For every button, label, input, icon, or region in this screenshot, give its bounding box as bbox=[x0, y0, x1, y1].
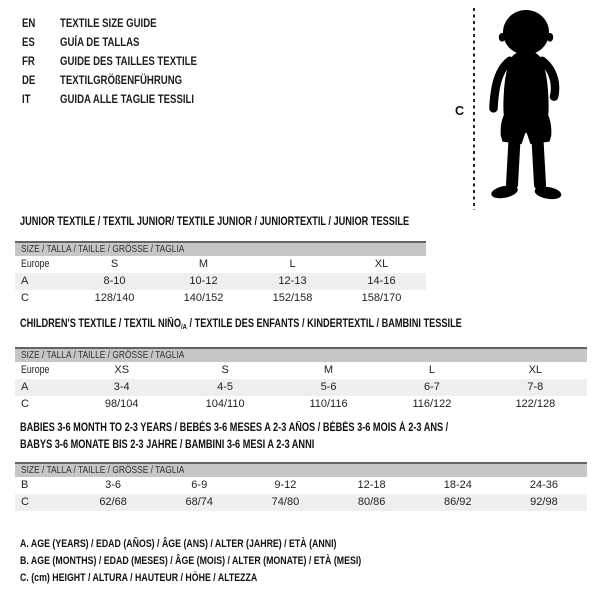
table-cell: 24-36 bbox=[529, 479, 559, 491]
language-guide-title: GUIDE DES TAILLES TEXTILE bbox=[60, 53, 197, 68]
table-cell: 98/104 bbox=[104, 398, 139, 410]
size-header-bar bbox=[15, 462, 587, 477]
table-row-c bbox=[15, 290, 426, 307]
language-guide-title: GUÍA DE TALLAS bbox=[60, 34, 140, 49]
footnote-a-text: A. AGE (YEARS) / EDAD (AÑOS) / ÂGE (ANS) / ALTER (JAHRE) / ETÀ (ANNI) bbox=[20, 538, 337, 550]
size-column-header: XS bbox=[114, 364, 130, 376]
size-column-header: XL bbox=[374, 258, 389, 270]
table-cell: 110/116 bbox=[309, 398, 348, 410]
table-header-row bbox=[15, 256, 426, 273]
size-header-bar bbox=[15, 347, 587, 362]
table-cell: 14-16 bbox=[367, 275, 396, 287]
row-label: A bbox=[21, 381, 29, 393]
table-cell: 8-10 bbox=[103, 275, 126, 287]
language-guide-title: TEXTILE SIZE GUIDE bbox=[60, 15, 157, 30]
row-label: C bbox=[21, 496, 29, 508]
babies-title-line2 bbox=[20, 437, 555, 454]
size-header-text: SIZE / TALLA / TAILLE / GRÖSSE / TAGLIA bbox=[21, 243, 185, 255]
height-measure-label: C bbox=[455, 104, 465, 118]
table-cell: 3-6 bbox=[105, 479, 122, 491]
footnote-c bbox=[20, 570, 447, 587]
babies-table-title bbox=[20, 420, 555, 454]
toddler-silhouette-icon bbox=[481, 8, 573, 208]
junior-table-title-text: JUNIOR TEXTILE / TEXTIL JUNIOR/ TEXTILE JUNIOR / JUNIORTEXTIL / JUNIOR TESSILE bbox=[20, 216, 410, 228]
footnote-b bbox=[20, 553, 447, 570]
junior-table-title bbox=[20, 214, 506, 231]
table-cell: 6-9 bbox=[191, 479, 208, 491]
height-measure-dashed-line bbox=[473, 8, 475, 210]
footnotes bbox=[20, 536, 447, 586]
table-row-b bbox=[15, 477, 587, 494]
table-cell: 68/74 bbox=[185, 496, 214, 508]
children-size-table bbox=[15, 347, 587, 413]
table-cell: 122/128 bbox=[515, 398, 556, 410]
table-cell: 128/140 bbox=[94, 292, 135, 304]
language-list bbox=[22, 13, 231, 108]
language-row-de bbox=[22, 70, 231, 89]
language-guide-title: GUIDA ALLE TAGLIE TESSILI bbox=[60, 91, 195, 106]
language-code: IT bbox=[22, 91, 31, 106]
region-label-cell bbox=[15, 256, 70, 273]
size-column-header: L bbox=[289, 258, 296, 270]
row-label: C bbox=[21, 398, 29, 410]
size-column-header: S bbox=[110, 258, 119, 270]
table-cell: 12-18 bbox=[357, 479, 386, 491]
table-cell: 7-8 bbox=[527, 381, 544, 393]
language-row-en bbox=[22, 13, 231, 32]
row-label: B bbox=[21, 479, 29, 491]
babies-title-line1 bbox=[20, 420, 555, 437]
table-cell: 158/170 bbox=[361, 292, 402, 304]
table-cell: 92/98 bbox=[530, 496, 558, 508]
size-header-text: SIZE / TALLA / TAILLE / GRÖSSE / TAGLIA bbox=[21, 349, 185, 361]
title-post: / TEXTILE DES ENFANTS / KINDERTEXTIL / BAMBINI TESSILE bbox=[186, 318, 462, 330]
region-label-cell bbox=[15, 362, 70, 379]
language-code: ES bbox=[22, 34, 35, 49]
table-cell: 74/80 bbox=[271, 496, 300, 508]
table-row-a bbox=[15, 273, 426, 290]
language-code: DE bbox=[22, 72, 36, 87]
table-cell: 3-4 bbox=[113, 381, 130, 393]
size-column-header: XL bbox=[528, 364, 543, 376]
size-header-text: SIZE / TALLA / TAILLE / GRÖSSE / TAGLIA bbox=[21, 464, 185, 476]
row-label: A bbox=[21, 275, 29, 287]
table-cell: 80/86 bbox=[357, 496, 386, 508]
table-cell: 104/110 bbox=[205, 398, 245, 410]
table-cell: 140/152 bbox=[183, 292, 224, 304]
table-cell: 116/122 bbox=[412, 398, 452, 410]
region-label: Europe bbox=[21, 258, 50, 270]
table-row-c bbox=[15, 396, 587, 413]
table-cell: 5-6 bbox=[320, 381, 337, 393]
children-table-title bbox=[20, 316, 572, 335]
title-subscript: /A bbox=[180, 322, 187, 331]
table-cell: 86/92 bbox=[444, 496, 472, 508]
table-cell: 9-12 bbox=[274, 479, 297, 491]
table-cell: 18-24 bbox=[443, 479, 472, 491]
footnote-b-text: B. AGE (MONTHS) / EDAD (MESES) / ÂGE (MOIS) / ALTER (MONATE) / ETÀ (MESI) bbox=[20, 554, 362, 567]
table-cell: 62/68 bbox=[99, 496, 127, 508]
size-column-header: M bbox=[198, 258, 209, 270]
row-label: C bbox=[21, 292, 29, 304]
language-row-it bbox=[22, 89, 231, 108]
size-column-header: M bbox=[323, 364, 334, 376]
junior-size-table bbox=[15, 241, 426, 307]
babies-size-table bbox=[15, 462, 587, 511]
babies-title-line2-text: BABYS 3-6 MONATE BIS 2-3 JAHRE / BAMBINI 3-6 MESI A 2-3 ANNI bbox=[20, 439, 315, 451]
children-table-title-text bbox=[20, 316, 462, 335]
footnote-a bbox=[20, 536, 447, 553]
size-column-header: S bbox=[221, 364, 229, 376]
table-cell: 152/158 bbox=[272, 292, 313, 304]
language-code: FR bbox=[22, 53, 35, 68]
language-row-es bbox=[22, 32, 231, 51]
table-row-c bbox=[15, 494, 587, 511]
table-cell: 4-5 bbox=[217, 381, 234, 393]
language-guide-title: TEXTILGRÖßENFÜHRUNG bbox=[60, 72, 183, 87]
language-code: EN bbox=[22, 15, 36, 30]
language-row-fr bbox=[22, 51, 231, 70]
table-header-row bbox=[15, 362, 587, 379]
table-cell: 6-7 bbox=[423, 381, 440, 393]
table-cell: 10-12 bbox=[189, 275, 218, 287]
footnote-c-text: C. (cm) HEIGHT / ALTURA / HAUTEUR / HÖHE / ALTEZZA bbox=[20, 571, 258, 584]
babies-title-line1-text: BABIES 3-6 MONTH TO 2-3 YEARS / BEBÉS 3-6 MESES A 2-3 AÑOS / BÉBÉS 3-6 MOIS À 2-3 ANS / bbox=[20, 422, 449, 434]
table-row-a bbox=[15, 379, 587, 396]
region-label: Europe bbox=[21, 364, 50, 376]
size-column-header: L bbox=[428, 364, 435, 376]
table-cell: 12-13 bbox=[278, 275, 307, 287]
title-pre: CHILDREN'S TEXTILE / TEXTIL NIÑO bbox=[20, 318, 181, 330]
size-header-bar bbox=[15, 241, 426, 256]
